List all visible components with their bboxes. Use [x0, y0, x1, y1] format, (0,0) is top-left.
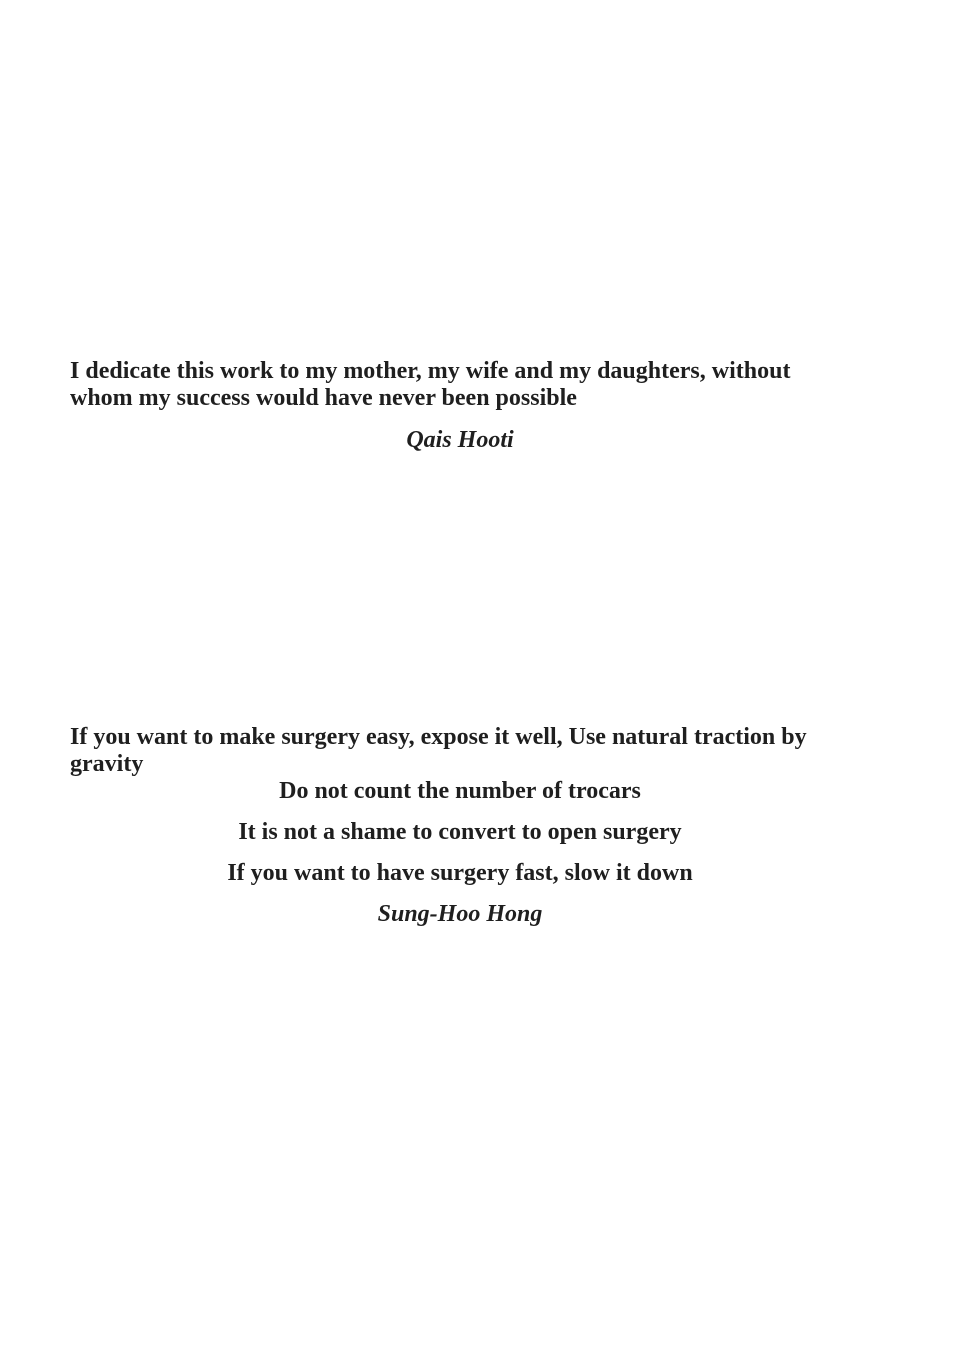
dedication-section — [70, 358, 850, 454]
quote-line-convert: It is not a shame to convert to open surgery — [238, 819, 682, 845]
quote-intro: If you want to make surgery easy, expose it well, Use natural traction by gravity — [70, 724, 807, 777]
quote-author: Sung-Hoo Hong — [377, 901, 543, 927]
dedication-author: Qais Hooti — [406, 427, 514, 453]
quote-line-trocars: Do not count the number of trocars — [279, 778, 641, 804]
surgery-quote-section — [70, 724, 850, 928]
quote-line-slow-down: If you want to have surgery fast, slow it down — [227, 860, 693, 886]
dedication-text: I dedicate this work to my mother, my wife and my daughters, without whom my success would have never been possible — [70, 358, 791, 411]
